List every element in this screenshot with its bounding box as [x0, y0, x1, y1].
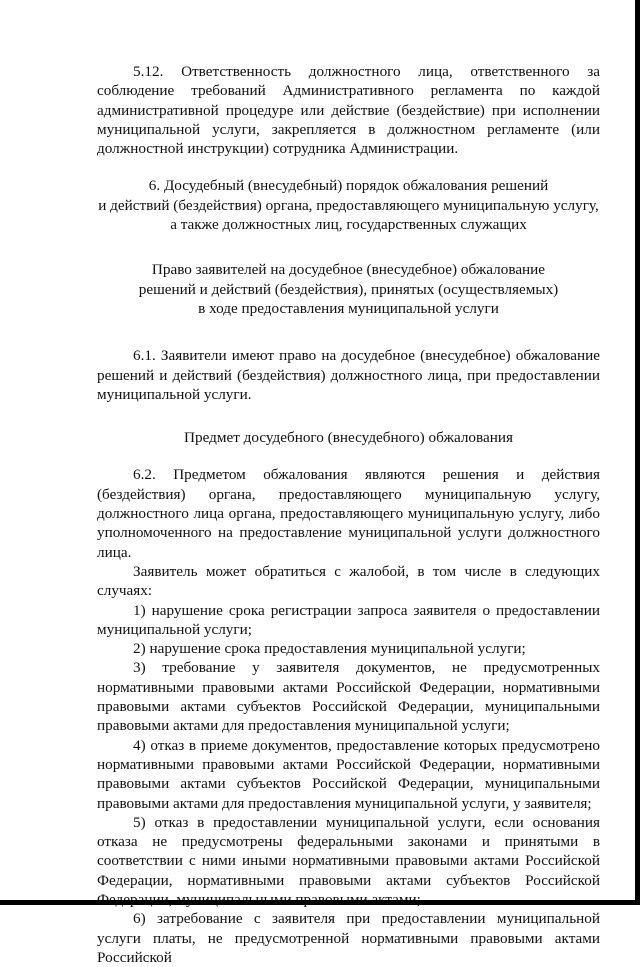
subject-heading: Предмет досудебного (внесудебного) обжалования — [184, 429, 513, 447]
case-item-4: 4) отказ в приеме документов, предоставление которых предусмотрено нормативными правовыми актами Российской Федерации, нормативными правовыми актами субъектов Российской Федерации, муниципальными правовыми актами для предоставления муниципальной услуги, у заявителя; — [97, 736, 600, 812]
complaint-intro: Заявитель может обратиться с жалобой, в том числе в следующих случаях: — [97, 562, 600, 600]
rights-heading-line-3: в ходе предоставления муниципальной услуги — [198, 299, 499, 317]
section-6-heading-line-1: 6. Досудебный (внесудебный) порядок обжалования решений — [148, 177, 549, 195]
case-item-6: 6) затребование с заявителя при предоставлении муниципальной услуги платы, не предусмотренной нормативными правовыми актами Российской — [97, 910, 600, 966]
scan-edge-bottom — [0, 900, 640, 905]
paragraph-5-12: 5.12. Ответственность должностного лица, ответственного за соблюдение требований Административного регламента по каждой административной процедуре или действие (бездействие) при исполнении муниципальной услуги, закрепляется в должностном регламенте (или должностной инструкции) сотрудника Администрации. — [97, 63, 600, 158]
section-6-heading — [97, 176, 600, 234]
rights-heading-line-1: Право заявителей на досудебное (внесудебное) обжалование — [151, 261, 546, 279]
case-item-3: 3) требование у заявителя документов, не предусмотренных нормативными правовыми актами Российской Федерации, нормативными правовыми актами субъектов Российской Федерации, муниципальными правовыми актами для предоставления муниципальной услуги; — [97, 659, 600, 735]
case-item-2: 2) нарушение срока предоставления муниципальной услуги; — [133, 640, 526, 658]
rights-heading — [97, 260, 600, 318]
paragraph-6-2: 6.2. Предметом обжалования являются решения и действия (бездействия) органа, предоставляющего муниципальную услугу, должностного лица органа, предоставляющего муниципальную услугу, либо уполномоченного на предоставление муниципальной услуги должностного лица. — [97, 466, 600, 561]
document-body — [97, 62, 600, 967]
case-item-5: 5) отказ в предоставлении муниципальной услуги, если основания отказа не предусмотрены федеральными законами и принятыми в соответствии с ними иными нормативными правовыми актами Российской Федерации, нормативными правовыми актами субъектов Российской — [97, 813, 600, 889]
paragraph-6-1: 6.1. Заявители имеют право на досудебное (внесудебное) обжалование решений и действий (бездействия) должностного лица, при предоставлении муниципальной услуги. — [97, 347, 600, 403]
scan-edge-right — [635, 0, 640, 905]
rights-heading-line-2: решений и действий (бездействия), принятых (осуществляемых) — [138, 280, 559, 298]
section-6-heading-line-3: а также должностных лиц, государственных служащих — [170, 216, 527, 234]
case-item-1: 1) нарушение срока регистрации запроса заявителя о предоставлении муниципальной услуги; — [97, 601, 600, 638]
section-6-heading-line-2: и действий (бездействия) органа, предоставляющего муниципальную услугу, — [98, 196, 599, 214]
